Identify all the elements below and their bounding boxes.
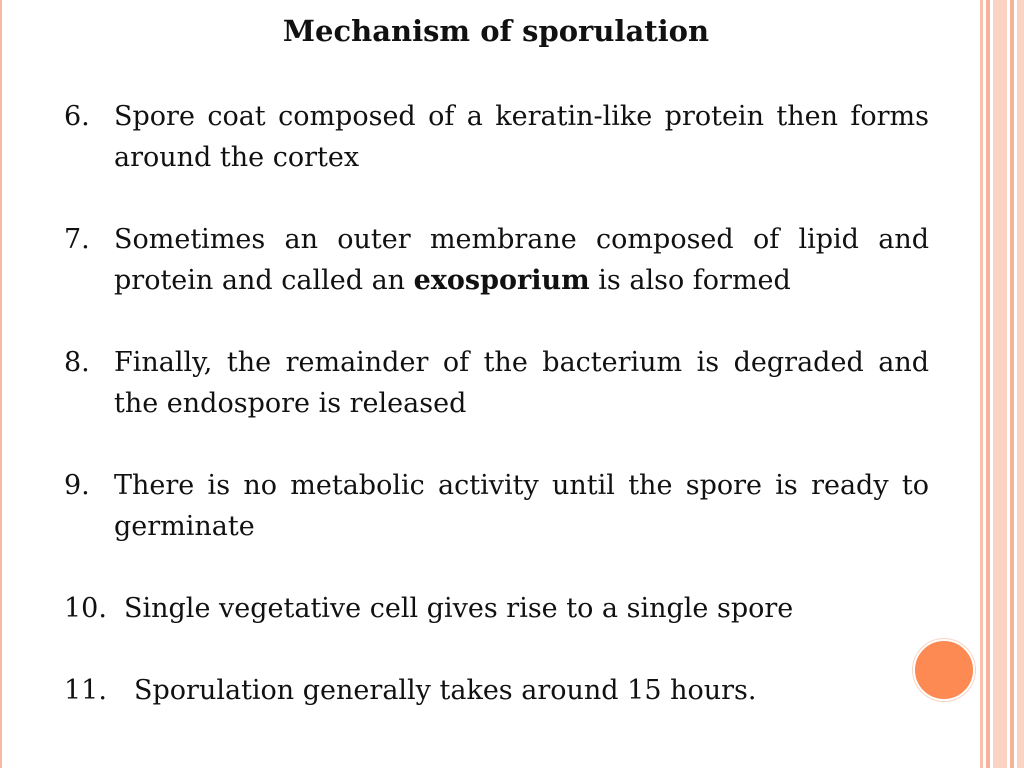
list-item-number: 8. — [64, 347, 90, 378]
slide-title: Mechanism of sporulation — [282, 14, 710, 48]
decorative-stripe — [1017, 0, 1024, 768]
list-item-text: Spore coat composed of a keratin-like protein then forms around the cortex — [114, 101, 929, 173]
left-border-line — [0, 0, 2, 768]
decorative-stripe — [986, 0, 990, 768]
list-item — [64, 96, 929, 178]
list-item-text: There is no metabolic activity until the spore is ready to germinate — [114, 470, 929, 542]
list-item — [64, 588, 929, 629]
list-item-text: Finally, the remainder of the bacterium is degraded and the endospore is released — [114, 347, 929, 419]
decorative-stripe — [1010, 0, 1014, 768]
decorative-stripe — [980, 0, 983, 768]
bold-term: exosporium — [413, 265, 590, 296]
list-item — [64, 219, 929, 301]
list-item-text-part: Sometimes an outer membrane composed of lipid and protein and called an — [114, 224, 929, 296]
list-item-number: 7. — [64, 224, 90, 255]
list-item — [64, 670, 929, 711]
list-item-number: 10. — [64, 593, 107, 624]
list-item-text: Single vegetative cell gives rise to a single spore — [124, 593, 794, 624]
list-item-number: 6. — [64, 101, 90, 132]
decorative-stripe — [993, 0, 1007, 768]
list-item-number: 9. — [64, 470, 90, 501]
list-item-text — [114, 219, 929, 301]
list-item-number: 11. — [64, 675, 107, 706]
numbered-list — [64, 96, 929, 752]
list-item-text: Sporulation generally takes around 15 hours. — [134, 675, 757, 706]
list-item — [64, 342, 929, 424]
list-item-text-part: is also formed — [589, 265, 791, 296]
list-item — [64, 465, 929, 547]
